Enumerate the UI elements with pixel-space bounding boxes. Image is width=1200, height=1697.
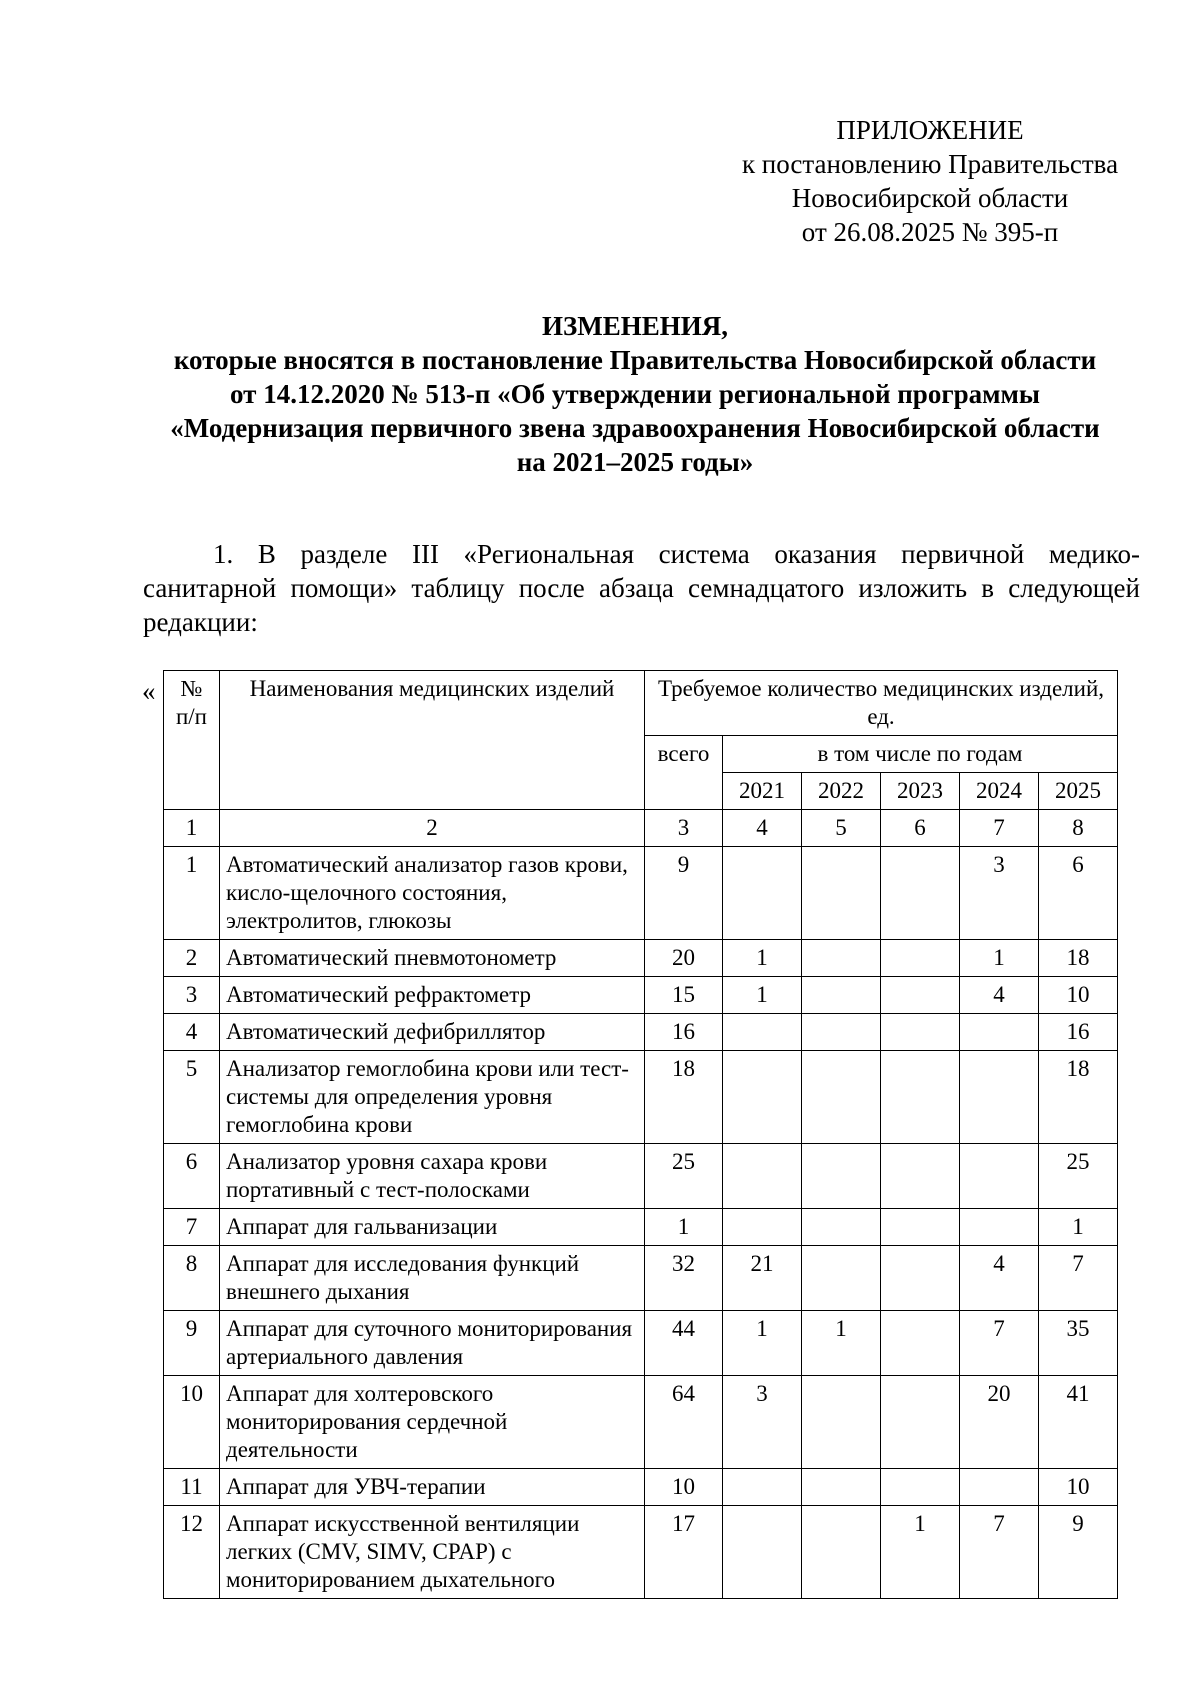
count-2021 [723,1051,802,1144]
count-2023 [881,1469,960,1506]
header-by-years: в том числе по годам [723,736,1118,773]
device-name: Аппарат для суточного мониторирования артериального давления [220,1311,645,1376]
count-2024: 7 [960,1506,1039,1599]
header-year-2021: 2021 [723,773,802,810]
count-2024: 4 [960,1246,1039,1311]
count-2023 [881,1014,960,1051]
count-2025: 16 [1039,1014,1118,1051]
count-2024: 4 [960,977,1039,1014]
count-2022 [802,1209,881,1246]
count-2021 [723,1469,802,1506]
opening-quote-mark: « [142,676,156,706]
device-name: Аппарат для исследования функций внешнего дыхания [220,1246,645,1311]
count-2021: 3 [723,1376,802,1469]
appendix-line-2: к постановлению Правительства [741,149,1119,179]
total-count: 9 [645,847,723,940]
title-line-2: которые вносятся в постановление Правительства Новосибирской области [173,345,1097,375]
device-name: Аппарат для гальванизации [220,1209,645,1246]
header-num: № п/п [164,671,220,810]
table-row [164,940,1118,977]
title-line-3: от 14.12.2020 № 513-п «Об утверждении региональной программы [230,379,1040,409]
count-2022 [802,1506,881,1599]
device-name: Аппарат для УВЧ-терапии [220,1469,645,1506]
count-2022 [802,1144,881,1209]
row-number: 1 [164,847,220,940]
count-2024 [960,1144,1039,1209]
row-number: 7 [164,1209,220,1246]
table-row [164,1311,1118,1376]
total-count: 15 [645,977,723,1014]
table-row [164,1144,1118,1209]
count-2022 [802,1051,881,1144]
count-2022 [802,1246,881,1311]
count-2022 [802,1469,881,1506]
header-total: всего [645,736,723,810]
count-2023 [881,1311,960,1376]
table-row [164,977,1118,1014]
device-name: Автоматический пневмотонометр [220,940,645,977]
count-2021: 1 [723,1311,802,1376]
col-number: 3 [645,810,723,847]
count-2022 [802,940,881,977]
row-number: 4 [164,1014,220,1051]
row-number: 5 [164,1051,220,1144]
total-count: 64 [645,1376,723,1469]
column-numbers-row [164,810,1118,847]
total-count: 16 [645,1014,723,1051]
count-2024 [960,1209,1039,1246]
row-number: 8 [164,1246,220,1311]
row-number: 2 [164,940,220,977]
total-count: 44 [645,1311,723,1376]
col-number: 6 [881,810,960,847]
header-year-2022: 2022 [802,773,881,810]
count-2022 [802,1376,881,1469]
total-count: 32 [645,1246,723,1311]
count-2022 [802,1014,881,1051]
device-name: Автоматический анализатор газов крови, кисло-щелочного состояния, электролитов, глюкозы [220,847,645,940]
row-number: 9 [164,1311,220,1376]
device-name: Анализатор гемоглобина крови или тест-системы для определения уровня гемоглобина крови [220,1051,645,1144]
row-number: 12 [164,1506,220,1599]
count-2025: 9 [1039,1506,1118,1599]
device-name: Аппарат искусственной вентиляции легких (CMV, SIMV, CPAP) с мониторированием дыхательного [220,1506,645,1599]
col-number: 7 [960,810,1039,847]
body-paragraph [143,537,1140,639]
total-count: 1 [645,1209,723,1246]
appendix-line-3: Новосибирской области [791,183,1069,213]
appendix-header [720,113,1140,249]
title-line-5: на 2021–2025 годы» [516,447,754,477]
table-row [164,847,1118,940]
device-name: Аппарат для холтеровского мониторирования сердечной деятельности [220,1376,645,1469]
count-2023 [881,1051,960,1144]
device-name: Автоматический рефрактометр [220,977,645,1014]
paragraph-line-1: 1. В разделе III «Региональная система оказания первичной медико- [213,539,1140,569]
header-name: Наименования медицинских изделий [220,671,645,810]
col-number: 4 [723,810,802,847]
count-2023 [881,1209,960,1246]
table-row [164,1051,1118,1144]
row-number: 3 [164,977,220,1014]
count-2024: 20 [960,1376,1039,1469]
count-2024 [960,1051,1039,1144]
count-2022: 1 [802,1311,881,1376]
col-number: 2 [220,810,645,847]
device-name: Автоматический дефибриллятор [220,1014,645,1051]
count-2025: 10 [1039,977,1118,1014]
count-2024 [960,1014,1039,1051]
count-2025: 10 [1039,1469,1118,1506]
count-2025: 18 [1039,1051,1118,1144]
count-2023: 1 [881,1506,960,1599]
count-2021 [723,1506,802,1599]
table-row [164,1376,1118,1469]
table-row [164,1506,1118,1599]
title-line-1: ИЗМЕНЕНИЯ, [541,311,728,341]
count-2022 [802,847,881,940]
device-name: Анализатор уровня сахара крови портативный с тест-полосками [220,1144,645,1209]
col-number: 8 [1039,810,1118,847]
count-2023 [881,977,960,1014]
total-count: 17 [645,1506,723,1599]
count-2024: 1 [960,940,1039,977]
total-count: 20 [645,940,723,977]
count-2021 [723,1014,802,1051]
count-2021: 21 [723,1246,802,1311]
col-number: 1 [164,810,220,847]
count-2025: 41 [1039,1376,1118,1469]
header-year-2024: 2024 [960,773,1039,810]
count-2023 [881,1144,960,1209]
count-2021 [723,847,802,940]
header-year-2025: 2025 [1039,773,1118,810]
col-number: 5 [802,810,881,847]
table-row [164,1209,1118,1246]
count-2025: 7 [1039,1246,1118,1311]
table-row [164,1246,1118,1311]
count-2024: 3 [960,847,1039,940]
count-2021 [723,1144,802,1209]
total-count: 25 [645,1144,723,1209]
title-line-4: «Модернизация первичного звена здравоохранения Новосибирской области [170,413,1100,443]
paragraph-line-2: санитарной помощи» таблицу после абзаца семнадцатого изложить в следующей [143,573,1140,603]
header-year-2023: 2023 [881,773,960,810]
table-row [164,1014,1118,1051]
count-2025: 35 [1039,1311,1118,1376]
document-title [130,309,1140,479]
count-2023 [881,847,960,940]
row-number: 10 [164,1376,220,1469]
count-2025: 6 [1039,847,1118,940]
count-2024: 7 [960,1311,1039,1376]
appendix-date-number: от 26.08.2025 № 395-п [801,217,1059,247]
medical-devices-table [163,670,1118,1599]
count-2023 [881,940,960,977]
paragraph-line-3: редакции: [143,607,258,637]
count-2021: 1 [723,940,802,977]
header-required: Требуемое количество медицинских изделий, ед. [645,671,1118,736]
count-2021: 1 [723,977,802,1014]
count-2025: 1 [1039,1209,1118,1246]
row-number: 11 [164,1469,220,1506]
total-count: 10 [645,1469,723,1506]
count-2023 [881,1376,960,1469]
count-2025: 25 [1039,1144,1118,1209]
count-2023 [881,1246,960,1311]
count-2021 [723,1209,802,1246]
count-2025: 18 [1039,940,1118,977]
total-count: 18 [645,1051,723,1144]
count-2022 [802,977,881,1014]
appendix-title: ПРИЛОЖЕНИЕ [836,115,1024,145]
count-2024 [960,1469,1039,1506]
row-number: 6 [164,1144,220,1209]
table-row [164,1469,1118,1506]
